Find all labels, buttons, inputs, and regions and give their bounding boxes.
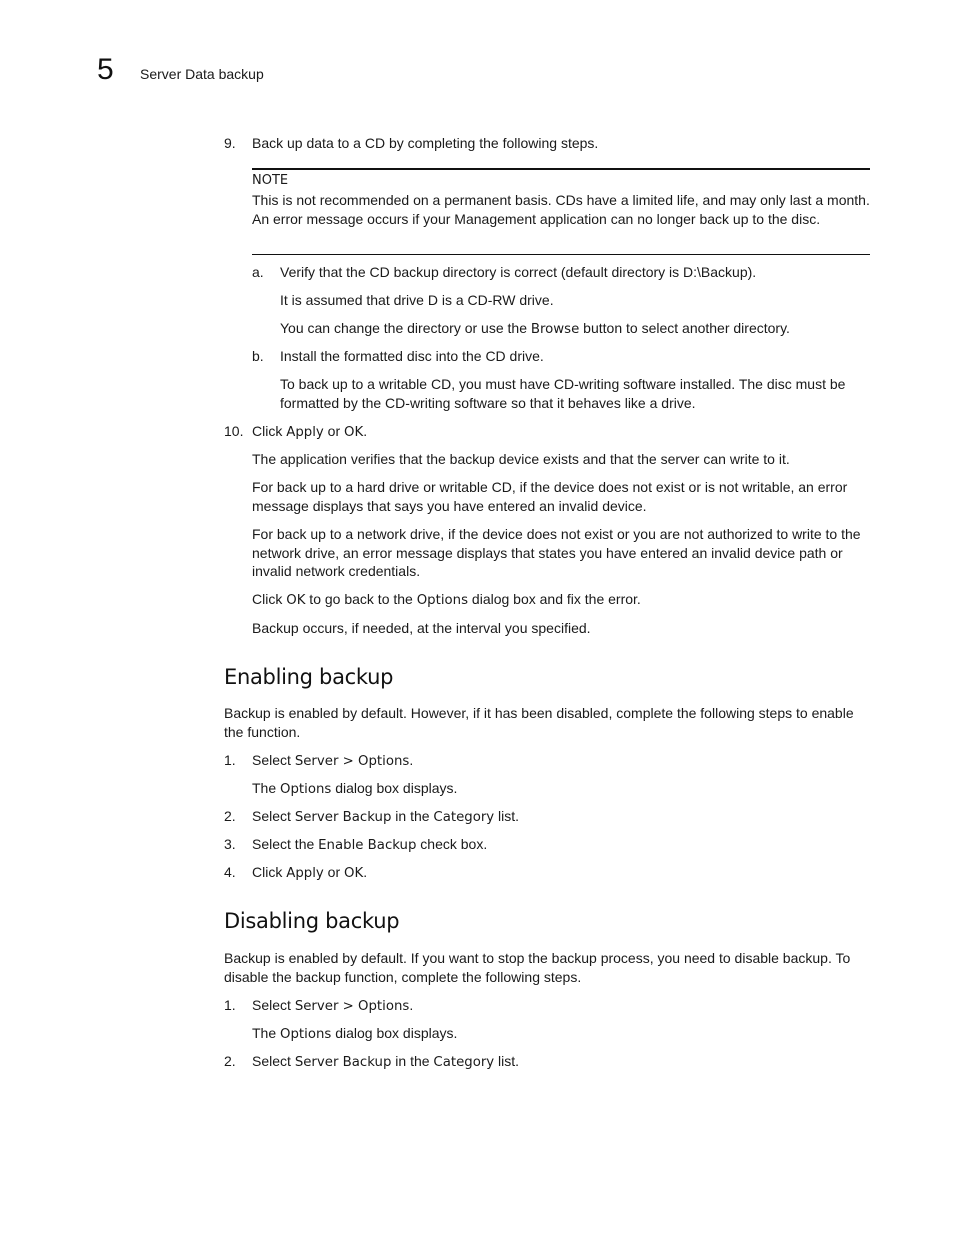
step-text: Back up data to a CD by completing the following steps.	[252, 135, 599, 151]
ui-term-ok: OK	[286, 593, 306, 608]
step-number: 9.	[224, 135, 236, 151]
ui-term-apply: Apply	[286, 425, 324, 440]
ui-term-server-options: Server > Options	[294, 999, 410, 1014]
ui-term-options: Options	[280, 782, 332, 797]
ui-term-server-backup: Server Backup	[294, 810, 392, 825]
section-heading-disabling: Disabling backup	[224, 909, 400, 933]
substep-text: Verify that the CD backup directory is correct (default directory is D:\Backup).	[280, 264, 757, 280]
note-text: This is not recommended on a permanent basis. CDs have a limited life, and may only last a month. An error message occurs if your Management application can no longer back up to the disc.	[252, 192, 870, 227]
chapter-number: 5	[97, 53, 114, 86]
ui-term-ok: OK	[344, 866, 364, 881]
ui-term-options: Options	[416, 593, 469, 608]
substep-letter: a.	[252, 264, 264, 280]
ui-term-options: Options	[280, 1027, 332, 1042]
ui-term-server-options: Server > Options	[294, 754, 410, 769]
ui-term-category: Category	[433, 1055, 495, 1070]
ui-term-server-backup: Server Backup	[294, 1055, 392, 1070]
ui-term-ok: OK	[344, 425, 364, 440]
note-box	[252, 168, 870, 255]
chapter-title: Server Data backup	[140, 66, 264, 82]
ui-term-browse: Browse	[530, 322, 580, 337]
step-number: 10.	[224, 423, 244, 439]
ui-term-category: Category	[433, 810, 495, 825]
step-text: Click Apply or OK.	[252, 423, 368, 440]
substep-text: Install the formatted disc into the CD drive.	[280, 348, 544, 364]
substep-letter: b.	[252, 348, 264, 364]
section-heading-enabling: Enabling backup	[224, 665, 394, 689]
note-label: NOTE	[252, 173, 289, 188]
ui-term-apply: Apply	[286, 866, 324, 881]
ui-term-enable-backup: Enable Backup	[318, 838, 417, 853]
